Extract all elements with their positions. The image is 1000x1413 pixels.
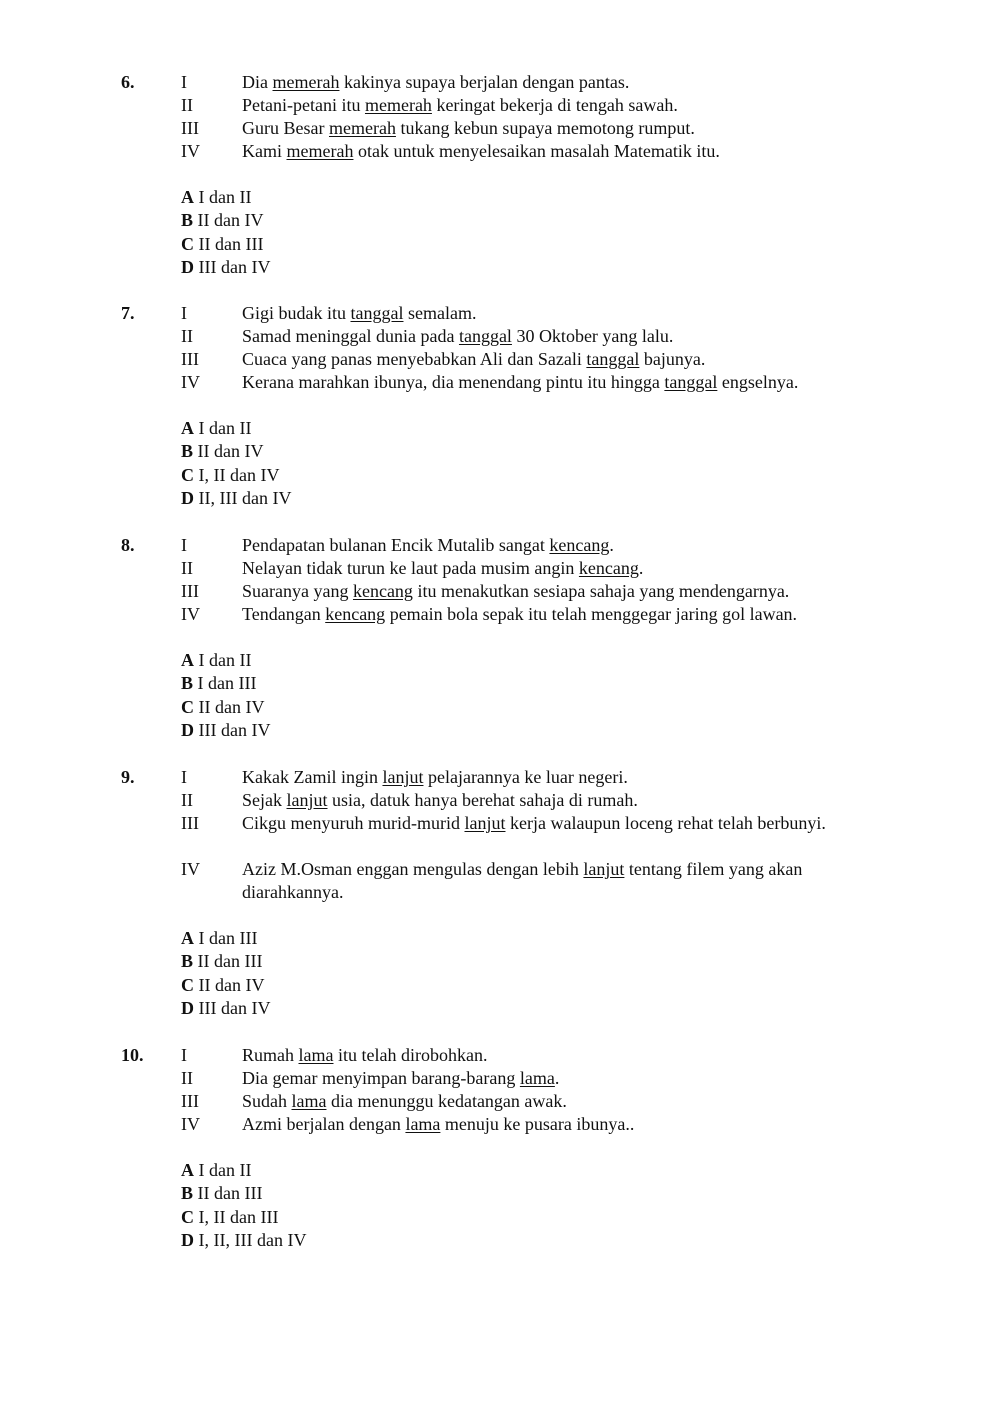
statement-text: Suaranya yang kencang itu menakutkan sesiapa sahaja yang mendengarnya. [242,581,790,601]
question-10 [0,1044,1000,1252]
statement-iv [0,858,1000,904]
target-word: lanjut [382,767,424,787]
statement-text: Guru Besar memerah tukang kebun supaya memotong rumput. [242,118,695,138]
statement-text: Sejak lanjut usia, datuk hanya berehat sahaja di rumah. [242,790,638,810]
option-d[interactable]: D III dan IV [181,719,271,740]
question-number: 6. [121,72,135,92]
question-number: 7. [121,303,135,323]
statement-ii [0,94,1000,117]
answer-options [0,927,1000,1020]
statement-ii [0,557,1000,580]
statement-text: Kami memerah otak untuk menyelesaikan masalah Matematik itu. [242,141,720,161]
roman-numeral: II [181,1068,193,1088]
roman-numeral: III [181,581,199,601]
question-8 [0,534,1000,742]
roman-numeral: IV [181,372,200,392]
target-word: memerah [286,141,354,161]
roman-numeral: II [181,790,193,810]
target-word: memerah [328,118,396,138]
target-word: lama [291,1091,327,1111]
roman-numeral: I [181,535,187,555]
statement-iv [0,140,1000,163]
statement-text: Pendapatan bulanan Encik Mutalib sangat kencang. [242,535,614,555]
roman-numeral: II [181,558,193,578]
statement-ii [0,325,1000,348]
target-word: kencang [549,535,610,555]
statement-text: Sudah lama dia menunggu kedatangan awak. [242,1091,567,1111]
statement-text: Petani-petani itu memerah keringat bekerja di tengah sawah. [242,95,678,115]
answer-options [0,1159,1000,1252]
roman-numeral: I [181,303,187,323]
question-7 [0,302,1000,510]
statement-ii [0,1067,1000,1090]
statement-iii [0,812,1000,858]
statement-i [0,71,1000,94]
target-word: lama [519,1068,555,1088]
target-word: kencang [325,604,386,624]
target-word: lanjut [286,790,328,810]
roman-numeral: III [181,1091,199,1111]
target-word: kencang [352,581,413,601]
roman-numeral: III [181,118,199,138]
statement-iv [0,603,1000,626]
option-c[interactable]: C I, II dan IV [181,464,280,485]
statement-text: Samad meninggal dunia pada tanggal 30 Oktober yang lalu. [242,326,674,346]
statement-text: Tendangan kencang pemain bola sepak itu telah menggegar jaring gol lawan. [242,604,798,624]
target-word: lanjut [464,813,506,833]
target-word: tanggal [458,326,512,346]
statement-text: Kakak Zamil ingin lanjut pelajarannya ke luar negeri. [242,767,628,787]
statement-iii [0,117,1000,140]
statement-i [0,1044,1000,1067]
option-b[interactable]: B II dan IV [181,441,264,462]
statement-text: Nelayan tidak turun ke laut pada musim angin kencang. [242,558,644,578]
target-word: memerah [364,95,432,115]
roman-numeral: IV [181,859,200,879]
option-d[interactable]: D II, III dan IV [181,487,292,508]
roman-numeral: III [181,813,199,833]
statement-text: Rumah lama itu telah dirobohkan. [242,1045,488,1065]
roman-numeral: III [181,349,199,369]
option-d[interactable]: D III dan IV [181,256,271,277]
roman-numeral: I [181,1045,187,1065]
roman-numeral: IV [181,1114,200,1134]
question-9 [0,766,1000,1020]
statement-ii [0,789,1000,812]
statement-text: Cuaca yang panas menyebabkan Ali dan Sazali tanggal bajunya. [242,349,706,369]
option-b[interactable]: B II dan III [181,1183,263,1204]
option-c[interactable]: C I, II dan III [181,1206,279,1227]
roman-numeral: I [181,72,187,92]
statement-i [0,766,1000,789]
answer-options [0,417,1000,510]
target-word: lanjut [583,859,625,879]
target-word: lama [405,1114,441,1134]
roman-numeral: II [181,326,193,346]
question-number: 10. [121,1045,144,1065]
question-6 [0,71,1000,279]
option-a[interactable]: A I dan III [181,928,258,948]
roman-numeral: I [181,767,187,787]
question-number: 8. [121,535,135,555]
answer-options [0,186,1000,279]
statement-text: Cikgu menyuruh murid-murid lanjut kerja walaupun loceng rehat telah berbunyi. [242,813,826,833]
option-d[interactable]: D I, II, III dan IV [181,1229,307,1250]
target-word: tanggal [586,349,640,369]
target-word: memerah [272,72,340,92]
option-c[interactable]: C II dan IV [181,974,265,995]
option-a[interactable]: A I dan II [181,187,252,207]
option-c[interactable]: C II dan III [181,233,264,254]
option-c[interactable]: C II dan IV [181,696,265,717]
target-word: kencang [578,558,639,578]
option-b[interactable]: B II dan IV [181,210,264,231]
roman-numeral: IV [181,141,200,161]
statement-i [0,302,1000,325]
roman-numeral: II [181,95,193,115]
target-word: tanggal [350,303,404,323]
option-d[interactable]: D III dan IV [181,997,271,1018]
statement-text: Gigi budak itu tanggal semalam. [242,303,477,323]
option-a[interactable]: A I dan II [181,418,252,438]
roman-numeral: IV [181,604,200,624]
statement-iii [0,580,1000,603]
option-a[interactable]: A I dan II [181,650,252,670]
target-word: tanggal [664,372,718,392]
statement-text: Azmi berjalan dengan lama menuju ke pusara ibunya.. [242,1114,635,1134]
statement-i [0,534,1000,557]
statement-iii [0,1090,1000,1113]
statement-iii [0,348,1000,371]
statement-text: Dia gemar menyimpan barang-barang lama. [242,1068,560,1088]
statement-text: Kerana marahkan ibunya, dia menendang pintu itu hingga tanggal engselnya. [242,372,799,392]
question-number: 9. [121,767,135,787]
option-b[interactable]: B II dan III [181,951,263,972]
option-b[interactable]: B I dan III [181,673,257,694]
statement-text: Aziz M.Osman enggan mengulas dengan lebih lanjut tentang filem yang akan diarahkannya. [242,859,803,902]
statement-text: Dia memerah kakinya supaya berjalan dengan pantas. [242,72,630,92]
option-a[interactable]: A I dan II [181,1160,252,1180]
target-word: lama [298,1045,334,1065]
answer-options [0,649,1000,742]
statement-iv [0,1113,1000,1136]
statement-iv [0,371,1000,394]
